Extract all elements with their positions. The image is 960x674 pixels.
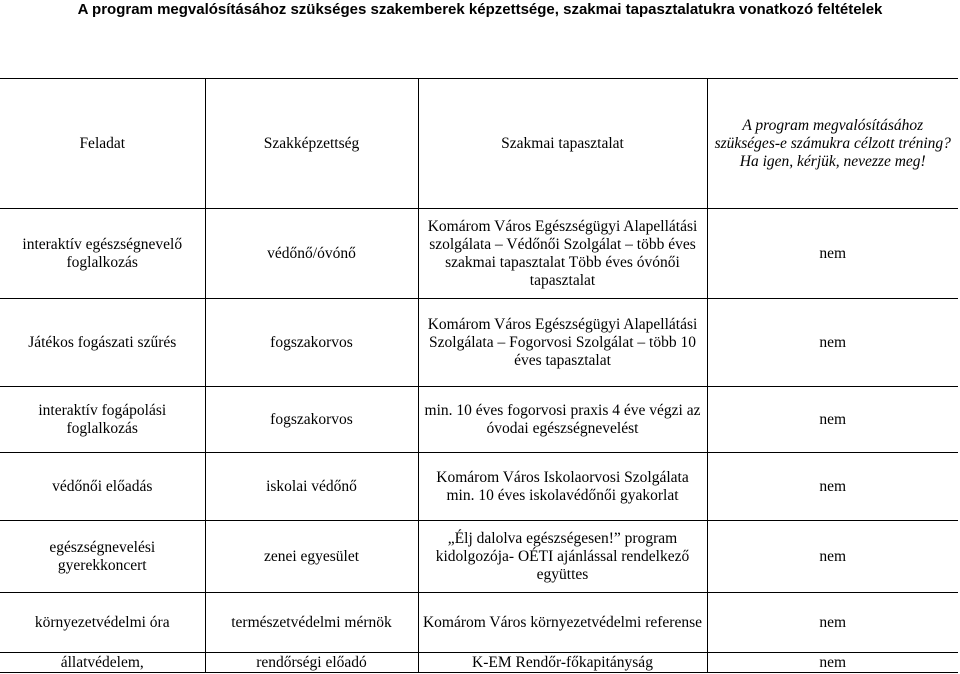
table-row xyxy=(0,453,958,521)
task-cell: Játékos fogászati szűrés xyxy=(0,299,205,387)
task-cell: interaktív fogápolási foglalkozás xyxy=(0,387,205,453)
task-cell: állatvédelem, xyxy=(0,653,205,673)
experience-cell: K-EM Rendőr-főkapitányság xyxy=(418,653,707,673)
experience-cell: Komárom Város Egészségügyi Alapellátási Szolgálata – Fogorvosi Szolgálat – több 10 éves tapasztalat xyxy=(418,299,707,387)
table-row xyxy=(0,387,958,453)
qualification-cell: természetvédelmi mérnök xyxy=(205,593,418,653)
table-header-row xyxy=(0,79,958,209)
qualification-cell: rendőrségi előadó xyxy=(205,653,418,673)
task-cell: védőnői előadás xyxy=(0,453,205,521)
table-row xyxy=(0,653,958,673)
qualification-cell: fogszakorvos xyxy=(205,387,418,453)
task-cell: környezetvédelmi óra xyxy=(0,593,205,653)
table-row xyxy=(0,299,958,387)
training-cell: nem xyxy=(707,387,958,453)
experience-cell: min. 10 éves fogorvosi praxis 4 éve végzi az óvodai egészségnevelést xyxy=(418,387,707,453)
document-title: A program megvalósításához szükséges szakemberek képzettsége, szakmai tapasztalatukra vonatkozó feltételek xyxy=(77,1,883,18)
task-cell: egészségnevelési gyerekkoncert xyxy=(0,521,205,593)
table-row xyxy=(0,209,958,299)
training-cell: nem xyxy=(707,209,958,299)
training-cell: nem xyxy=(707,521,958,593)
header-training: A program megvalósításához szükséges-e számukra célzott tréning? Ha igen, kérjük, nevezze meg! xyxy=(707,79,958,209)
training-cell: nem xyxy=(707,299,958,387)
table-row xyxy=(0,521,958,593)
experience-cell: Komárom Város Egészségügyi Alapellátási szolgálata – Védőnői Szolgálat – több éves szakmai tapasztalat Több éves óvónői tapasztalat xyxy=(418,209,707,299)
qualification-cell: védőnő/óvónő xyxy=(205,209,418,299)
qualification-cell: fogszakorvos xyxy=(205,299,418,387)
header-task: Feladat xyxy=(0,79,205,209)
experience-cell: „Élj dalolva egészségesen!” program kidolgozója- OÉTI ajánlással rendelkező együttes xyxy=(418,521,707,593)
header-qualification: Szakképzettség xyxy=(205,79,418,209)
training-cell: nem xyxy=(707,653,958,673)
experience-cell: Komárom Város környezetvédelmi referense xyxy=(418,593,707,653)
table-row xyxy=(0,593,958,653)
header-experience: Szakmai tapasztalat xyxy=(418,79,707,209)
qualification-cell: iskolai védőnő xyxy=(205,453,418,521)
training-cell: nem xyxy=(707,453,958,521)
qualification-cell: zenei egyesület xyxy=(205,521,418,593)
task-cell: interaktív egészségnevelő foglalkozás xyxy=(0,209,205,299)
training-cell: nem xyxy=(707,593,958,653)
requirements-table xyxy=(0,78,958,673)
experience-cell: Komárom Város Iskolaorvosi Szolgálata min. 10 éves iskolavédőnői gyakorlat xyxy=(418,453,707,521)
